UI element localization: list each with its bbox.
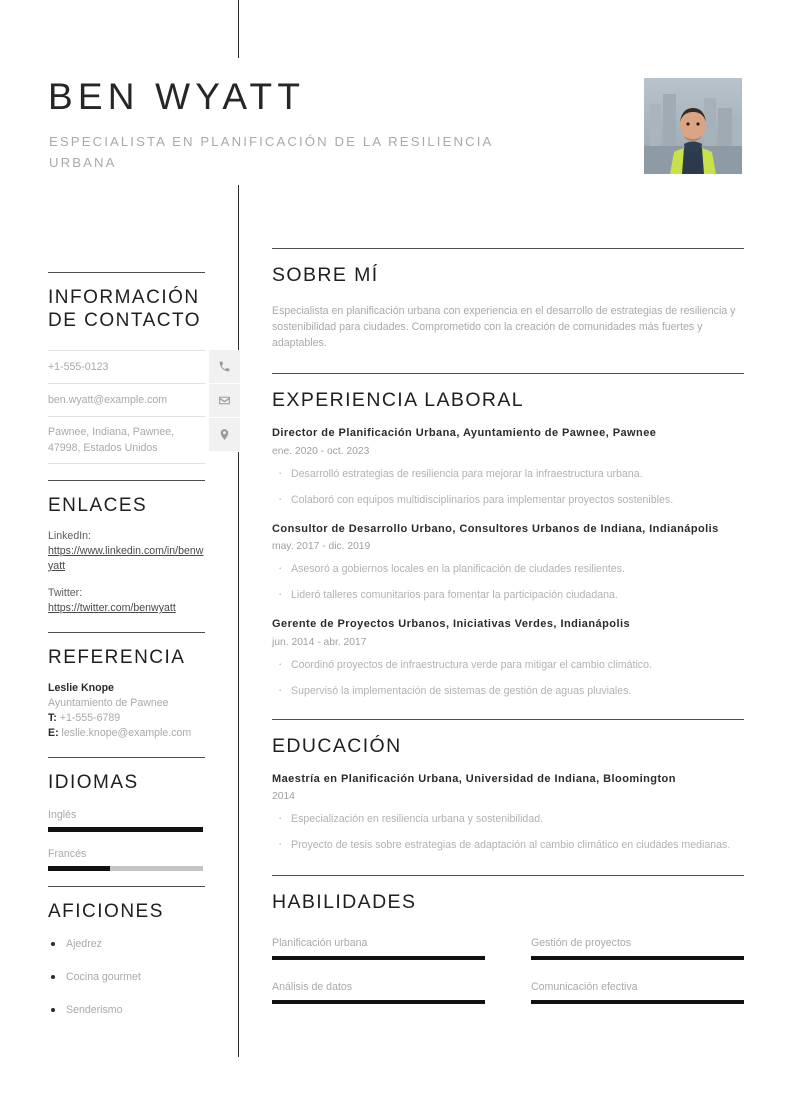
bullet-item: · Coordinó proyectos de infraestructura verde para mitigar el cambio climático. bbox=[272, 658, 744, 673]
phone-icon bbox=[209, 350, 240, 384]
entry-bullets bbox=[272, 812, 744, 853]
skill-item bbox=[531, 936, 744, 960]
reference-email-value: leslie.knope@example.com bbox=[61, 726, 192, 739]
header bbox=[0, 0, 794, 190]
contact-list bbox=[48, 350, 205, 464]
contact-heading: INFORMACIÓN DE CONTACTO bbox=[48, 287, 202, 331]
vertical-divider-main bbox=[238, 185, 239, 1057]
link-label: Twitter: bbox=[48, 587, 83, 599]
reference-email-label: E: bbox=[48, 726, 59, 739]
section-divider bbox=[272, 875, 744, 876]
skill-level-bar bbox=[531, 1000, 744, 1004]
section-divider bbox=[48, 272, 205, 273]
bullet-item: · Colaboró con equipos multidisciplinarios para implementar proyectos sostenibles. bbox=[272, 493, 744, 508]
bullet-item: · Supervisó la implementación de sistemas de gestión de aguas pluviales. bbox=[272, 684, 744, 699]
contact-icon-strip bbox=[209, 350, 240, 452]
link-item bbox=[48, 586, 205, 616]
contact-row-address bbox=[48, 417, 205, 464]
skill-item bbox=[272, 936, 485, 960]
skill-name: Planificación urbana bbox=[272, 937, 368, 949]
language-level-fill bbox=[48, 827, 203, 832]
avatar bbox=[644, 78, 742, 174]
contact-row-phone bbox=[48, 350, 205, 384]
list-item: Senderismo bbox=[48, 1003, 205, 1018]
address-value: Pawnee, Indiana, Pawnee, 47998, Estados Unidos bbox=[48, 426, 175, 454]
experience-section bbox=[272, 373, 744, 699]
hobbies-heading: AFICIONES bbox=[48, 900, 164, 922]
entry-title: Gerente de Proyectos Urbanos, Iniciativas Verdes, Indianápolis bbox=[272, 618, 631, 630]
section-divider bbox=[48, 480, 205, 481]
links-section bbox=[48, 480, 205, 616]
header-subtitle: ESPECIALISTA EN PLANIFICACIÓN DE LA RESILIENCIA URBANA bbox=[49, 134, 493, 170]
reference-phone-value: +1-555-6789 bbox=[59, 711, 121, 724]
education-heading: EDUCACIÓN bbox=[272, 734, 402, 757]
page-title: BEN WYATT bbox=[48, 76, 306, 117]
portrait-photo-icon bbox=[644, 78, 742, 174]
section-divider bbox=[272, 373, 744, 374]
section-divider bbox=[272, 248, 744, 249]
bullet-item: · Desarrolló estrategias de resiliencia para mejorar la infraestructura urbana. bbox=[272, 467, 744, 482]
experience-heading: EXPERIENCIA LABORAL bbox=[272, 389, 525, 411]
entry-title: Maestría en Planificación Urbana, Universidad de Indiana, Bloomington bbox=[272, 772, 676, 785]
reference-phone-label: T: bbox=[48, 711, 57, 724]
skill-level-bar bbox=[531, 956, 744, 960]
entry-bullets bbox=[272, 658, 744, 699]
phone-value: +1-555-0123 bbox=[48, 361, 109, 373]
bullet-item: · Asesoró a gobiernos locales en la planificación de ciudades resilientes. bbox=[272, 562, 744, 577]
language-name: Francés bbox=[48, 847, 87, 860]
education-entry bbox=[272, 772, 744, 854]
about-text: Especialista en planificación urbana con experiencia en el desarrollo de estrategias de resiliencia y sostenibilidad para ciudades. Comprometido con la creación de comunidades más fuertes y adaptables. bbox=[272, 305, 736, 349]
experience-entry bbox=[272, 522, 744, 604]
entry-date: jun. 2014 - abr. 2017 bbox=[272, 636, 367, 648]
entry-bullets bbox=[272, 467, 744, 508]
about-heading: SOBRE MÍ bbox=[272, 264, 379, 286]
entry-title: Director de Planificación Urbana, Ayuntamiento de Pawnee, Pawnee bbox=[272, 427, 657, 439]
mail-icon bbox=[209, 384, 240, 418]
skills-section bbox=[272, 875, 744, 1024]
entry-bullets bbox=[272, 562, 744, 603]
section-divider bbox=[48, 757, 205, 758]
bullet-item: · Lideró talleres comunitarios para fomentar la participación ciudadana. bbox=[272, 588, 744, 603]
education-section bbox=[272, 719, 744, 854]
section-divider bbox=[48, 632, 205, 633]
entry-date: ene. 2020 - oct. 2023 bbox=[272, 445, 370, 457]
location-pin-icon bbox=[209, 418, 240, 452]
language-item bbox=[48, 808, 205, 832]
bullet-item: · Especialización en resiliencia urbana y sostenibilidad. bbox=[272, 812, 744, 827]
language-name: Inglés bbox=[48, 808, 77, 821]
language-level-fill bbox=[48, 866, 110, 871]
contact-row-email bbox=[48, 384, 205, 417]
skill-level-bar bbox=[272, 1000, 485, 1004]
list-item: Cocina gourmet bbox=[48, 970, 205, 985]
reference-name: Leslie Knope bbox=[48, 681, 114, 694]
entry-date: may. 2017 - dic. 2019 bbox=[272, 541, 371, 552]
section-divider bbox=[48, 886, 205, 887]
entry-date: 2014 bbox=[272, 791, 295, 802]
experience-entry bbox=[272, 617, 744, 699]
skills-heading: HABILIDADES bbox=[272, 891, 417, 913]
reference-phone-row bbox=[48, 711, 205, 726]
reference-section bbox=[48, 632, 205, 741]
language-level-bar bbox=[48, 866, 203, 871]
links-heading: ENLACES bbox=[48, 495, 148, 516]
skill-item bbox=[272, 980, 485, 1004]
reference-email-row bbox=[48, 726, 205, 741]
skill-name: Gestión de proyectos bbox=[531, 937, 632, 949]
skill-item bbox=[531, 980, 744, 1004]
section-divider bbox=[272, 719, 744, 720]
language-level-bar bbox=[48, 827, 203, 832]
sidebar bbox=[48, 272, 205, 1036]
skill-name: Comunicación efectiva bbox=[531, 981, 638, 993]
link-label: LinkedIn: bbox=[48, 530, 91, 542]
reference-heading: REFERENCIA bbox=[48, 646, 186, 668]
hobbies-section bbox=[48, 886, 205, 1018]
reference-organization: Ayuntamiento de Pawnee bbox=[48, 696, 169, 709]
skills-grid bbox=[272, 936, 744, 1024]
entry-title: Consultor de Desarrollo Urbano, Consultores Urbanos de Indiana, Indianápolis bbox=[272, 522, 719, 535]
language-item bbox=[48, 847, 205, 871]
email-value: ben.wyatt@example.com bbox=[48, 394, 168, 406]
twitter-link[interactable]: https://twitter.com/benwyatt bbox=[48, 602, 176, 614]
main-column bbox=[272, 248, 744, 1024]
link-item bbox=[48, 529, 205, 573]
linkedin-link[interactable]: https://www.linkedin.com/in/benwyatt bbox=[48, 545, 204, 572]
languages-heading: IDIOMAS bbox=[48, 771, 139, 793]
contact-section bbox=[48, 272, 205, 464]
about-section bbox=[272, 248, 744, 351]
skill-name: Análisis de datos bbox=[272, 981, 353, 993]
list-item: Ajedrez bbox=[48, 937, 205, 952]
languages-section bbox=[48, 757, 205, 871]
bullet-item: · Proyecto de tesis sobre estrategias de adaptación al cambio climático en ciudades medianas. bbox=[272, 838, 744, 853]
skill-level-bar bbox=[272, 956, 485, 960]
experience-entry bbox=[272, 426, 744, 508]
